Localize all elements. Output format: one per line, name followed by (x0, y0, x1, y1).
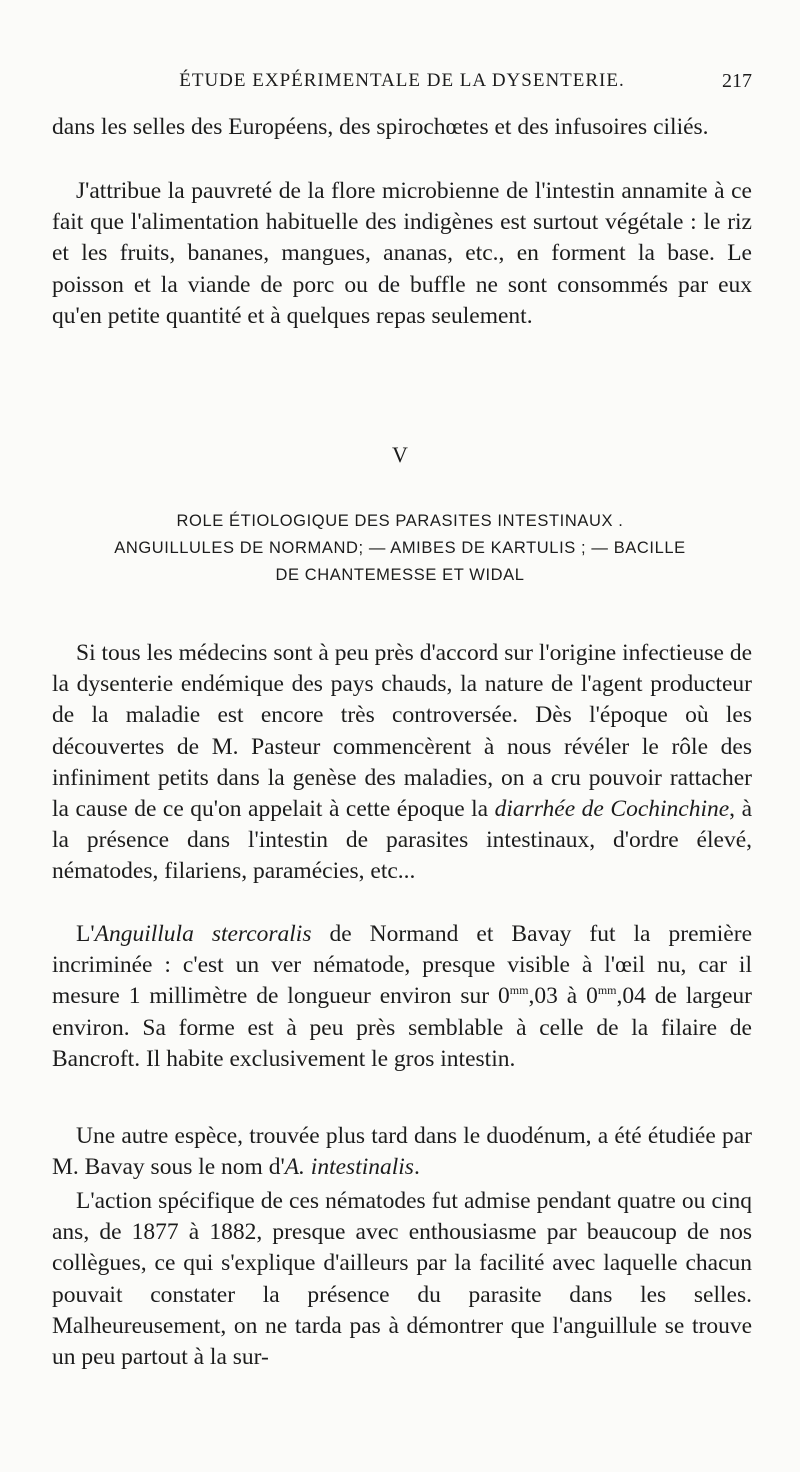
paragraph-2: J'attribue la pauvreté de la flore microbienne de l'intestin annamite à ce fait que l'alimentation habituelle des indigènes est surtout végétale : le riz et les fruits, bananes, mangues, ananas, etc., en forment la base. Le poisson et la viande de porc ou de buffle ne sont consommés par eux qu'en petite quantité et à quelques repas seulement. (52, 178, 752, 329)
unit-superscript-1: mm (509, 983, 529, 998)
paragraph-3 (52, 638, 752, 888)
paragraph-1: dans les selles des Européens, des spirochœtes et des infusoires ciliés. (52, 114, 709, 140)
paragraph-5-text-a: Une autre espèce, trouvée plus tard dans le duodénum, a été étudiée par M. Bavay sous le nom d' (52, 1123, 752, 1181)
paragraph-6: L'action spécifique de ces nématodes fut admise pendant quatre ou cinq ans, de 1877 à 1882, presque avec enthousiasme par beaucoup de nos collègues, ce qui s'explique d'ailleurs par la facilité avec laquelle chacun pouvait constater la présence du parasite dans les selles. Malheureusement, on ne tarda pas à démontrer que l'anguillule se trouve un peu partout à la sur- (52, 1188, 752, 1371)
page-header (52, 70, 752, 100)
section-title-line-1: ROLE ÉTIOLOGIQUE DES PARASITES INTESTINAUX . (176, 512, 624, 530)
paragraph-3-text-b: , à la présence dans l'intestin de parasites intestinaux, d'ordre élevé, nématodes, filariens, paramécies, etc... (52, 796, 753, 885)
paragraph-4-text-3: ,04 de largeur environ. Sa forme est à peu près semblable à celle de la filaire de Bancroft. Il habite exclusivement le gros intestin. (52, 983, 752, 1072)
paragraph-3-italic: diarrhée de Cochinchine (494, 796, 730, 823)
section-numeral: V (392, 442, 408, 467)
section-title-line-2: ANGUILLULES DE NORMAND; — AMIBES DE KARTULIS ; — BACILLE (114, 539, 686, 557)
paragraph-4 (52, 919, 752, 1075)
unit-superscript-2: mm (597, 983, 617, 998)
paragraph-4-text-2: ,03 à 0 (528, 983, 598, 1010)
page-number: 217 (722, 70, 752, 92)
paragraph-5-italic: A. intestinalis (284, 1154, 414, 1181)
paragraph-5 (52, 1121, 752, 1183)
running-title: ÉTUDE EXPÉRIMENTALE DE LA DYSENTERIE. (179, 70, 625, 91)
section-title (40, 508, 760, 589)
paragraph-4-lead: L' (76, 921, 95, 947)
paragraph-3-text-a: Si tous les médecins sont à peu près d'accord sur l'origine infectieuse de la dysenterie endémique des pays chauds, la nature de l'agent producteur de la maladie est encore très controversée. Dès l'époque où les découvertes de M. Pasteur commencèrent à nous révéler le rôle des infiniment petits dans la genèse des maladies, on a cru pouvoir rattacher la cause de ce qu'on appelait à cette époque la (52, 640, 752, 823)
paragraph-4-italic-name: Anguillula stercoralis (94, 921, 312, 947)
paragraph-5-text-b: . (413, 1154, 420, 1181)
paragraph-4-text-1: de Normand et Bavay fut la première incriminée : c'est un ver nématode, presque visible à l'œil nu, car il mesure 1 millimètre de longueur environ sur 0 (52, 921, 752, 1010)
section-title-line-3: DE CHANTEMESSE ET WIDAL (275, 566, 525, 584)
